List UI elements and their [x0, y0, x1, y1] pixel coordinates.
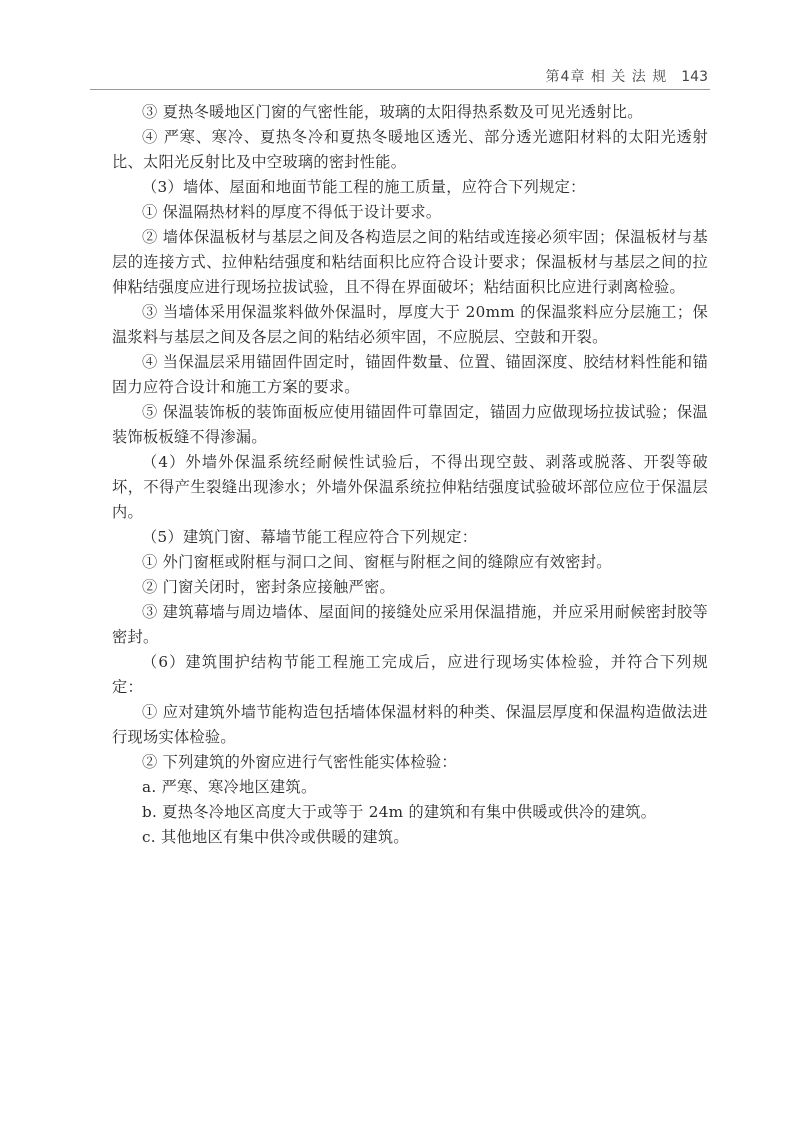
paragraph: ④ 当保温层采用锚固件固定时，锚固件数量、位置、锚固深度、胶结材料性能和锚固力应符合设计和施工方案的要求。 [112, 353, 708, 396]
paragraph: ② 下列建筑的外窗应进行气密性能实体检验： [142, 753, 457, 771]
paragraph: ③ 建筑幕墙与周边墙体、屋面间的接缝处应采用保温措施，并应采用耐候密封胶等密封。 [112, 603, 708, 646]
paragraph: ② 门窗关闭时，密封条应接触严密。 [142, 578, 395, 596]
list-item: a. 严寒、寒冷地区建筑。 [142, 778, 317, 796]
list-item: c. 其他地区有集中供冷或供暖的建筑。 [142, 828, 409, 846]
body-text [112, 100, 708, 850]
list-item: b. 夏热冬冷地区高度大于或等于 24m 的建筑和有集中供暖或供冷的建筑。 [142, 803, 657, 821]
section-heading: （5）建筑门窗、幕墙节能工程应符合下列规定： [142, 528, 478, 546]
section-heading: （6）建筑围护结构节能工程施工完成后，应进行现场实体检验，并符合下列规定： [112, 653, 708, 696]
paragraph: ⑤ 保温装饰板的装饰面板应使用锚固件可靠固定，锚固力应做现场拉拔试验；保温装饰板板缝不得渗漏。 [112, 403, 708, 446]
section-heading: （3）墙体、屋面和地面节能工程的施工质量，应符合下列规定： [142, 178, 586, 196]
header-rule [90, 89, 710, 90]
chapter-title: 第4章 相 关 法 规 [545, 69, 668, 85]
paragraph: ② 墙体保温板材与基层之间及各构造层之间的粘结或连接必须牢固；保温板材与基层的连接方式、拉伸粘结强度和粘结面积比应符合设计要求；保温板材与基层之间的拉伸粘结强度应进行现场拉拔试验，且不得在界面破坏；粘结面积比应进行剥离检验。 [112, 228, 708, 296]
header-text [546, 66, 708, 86]
section-heading: （4）外墙外保温系统经耐候性试验后，不得出现空鼓、剥落或脱落、开裂等破坏，不得产生裂缝出现渗水；外墙外保温系统拉伸粘结强度试验破坏部位应位于保温层内。 [112, 453, 708, 521]
running-header [0, 60, 800, 90]
paragraph: ① 保温隔热材料的厚度不得低于设计要求。 [142, 203, 442, 221]
paragraph: ① 外门窗框或附框与洞口之间、窗框与附框之间的缝隙应有效密封。 [142, 553, 612, 571]
page-number: 143 [681, 69, 708, 85]
paragraph: ④ 严寒、寒冷、夏热冬冷和夏热冬暖地区透光、部分透光遮阳材料的太阳光透射比、太阳光反射比及中空玻璃的密封性能。 [112, 128, 708, 171]
paragraph: ③ 夏热冬暖地区门窗的气密性能，玻璃的太阳得热系数及可见光透射比。 [142, 103, 643, 121]
paragraph: ③ 当墙体采用保温浆料做外保温时，厚度大于 20mm 的保温浆料应分层施工；保温浆料与基层之间及各层之间的粘结必须牢固，不应脱层、空鼓和开裂。 [112, 303, 708, 346]
paragraph: ① 应对建筑外墙节能构造包括墙体保温材料的种类、保温层厚度和保温构造做法进行现场实体检验。 [112, 703, 708, 746]
